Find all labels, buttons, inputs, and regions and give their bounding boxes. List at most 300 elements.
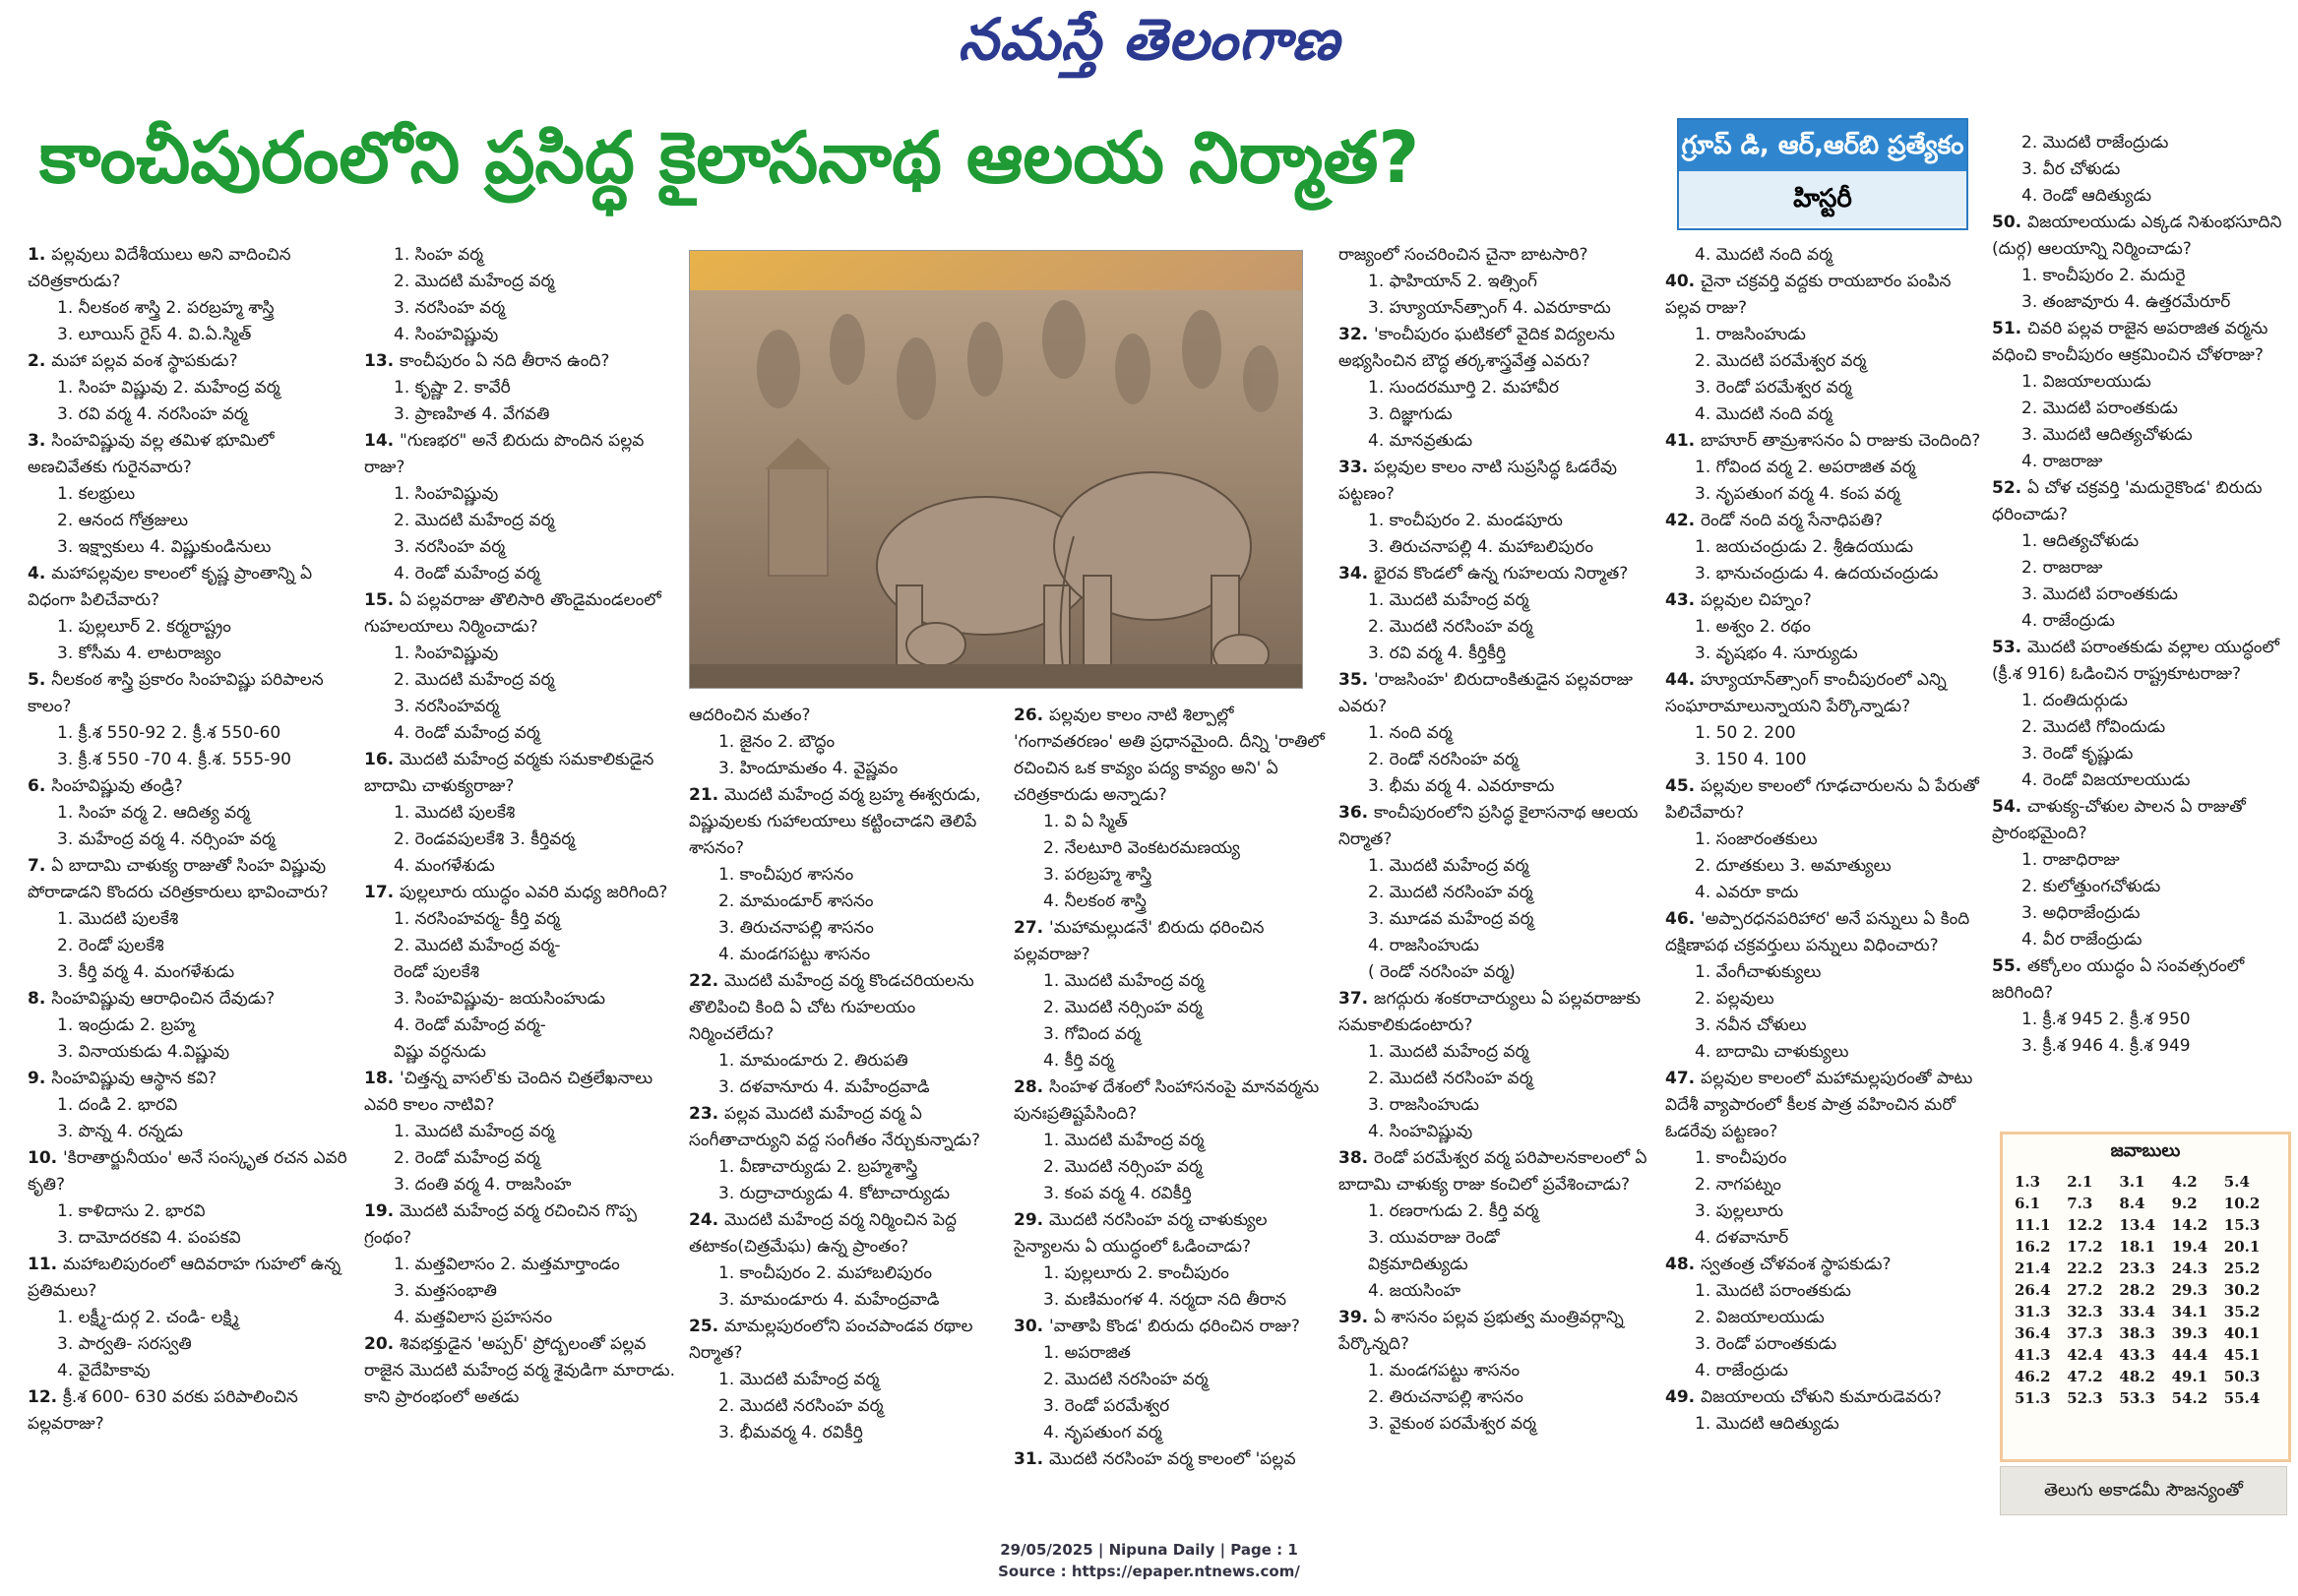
- question-text: [1014, 703, 1329, 809]
- answer-cell: 25.2: [2223, 1259, 2261, 1277]
- answer-option: 1. మండగపట్టు శాసనం: [1368, 1361, 1521, 1381]
- question-number: 13.: [364, 351, 401, 371]
- answer-option: 2. మొదటి రాజేంద్రుడు: [2021, 133, 2169, 153]
- question-text: [1665, 906, 1988, 959]
- answer-option: 3. రాజసింహుడు: [1368, 1095, 1479, 1115]
- question-number: 12.: [28, 1387, 64, 1407]
- answer-option: 4. మత్తవిలాస ప్రహసనం: [394, 1308, 553, 1327]
- answer-option: 4. వీర రాజేంద్రుడు: [2021, 930, 2143, 950]
- question-item: [689, 1207, 1002, 1314]
- answer-cell: 4.2: [2171, 1173, 2198, 1191]
- question-number: 6.: [28, 776, 52, 796]
- question-item: [689, 1101, 1002, 1207]
- answer-option: 4. జయసింహ: [1368, 1281, 1461, 1301]
- answer-option: 3. రెండో పరాంతకుడు: [1695, 1334, 1837, 1354]
- question-item: [1665, 587, 1988, 667]
- answer-option: 3. రవి వర్మ 4. కీర్తికీర్తి: [1368, 644, 1507, 663]
- question-number: 38.: [1338, 1148, 1375, 1168]
- answer-cell: 3.1: [2119, 1173, 2145, 1191]
- temple-relief-photo: [689, 250, 1303, 689]
- question-text: [28, 1145, 352, 1198]
- answer-option: 3. హిందూమతం 4. వైష్ణవం: [718, 759, 899, 778]
- answer-cell: 45.1: [2223, 1346, 2261, 1364]
- answer-option: 3. రుద్రాచార్యుడు 4. కోటాచార్యుడు: [718, 1184, 951, 1203]
- question-number: 42.: [1665, 511, 1702, 530]
- answer-cell: 39.3: [2171, 1324, 2208, 1342]
- question-item: [28, 428, 352, 561]
- answer-option: 2. మామండూర్ శాసనం: [718, 891, 874, 911]
- question-text: [1665, 667, 1988, 720]
- question-body: మొదటి నరసింహ వర్మ కాలంలో 'పల్లవ: [1049, 1449, 1296, 1469]
- answer-cell: 44.4: [2171, 1346, 2208, 1364]
- question-item: [364, 1066, 679, 1198]
- question-body: "గుణభర" అనే బిరుదు పొందిన పల్లవ రాజు?: [364, 431, 645, 477]
- answer-option: 3. మొదటి పరాంతకుడు: [2021, 584, 2178, 604]
- answer-cell: 6.1: [2015, 1195, 2041, 1212]
- answer-option: 1. కాంచీపురం 2. మహాబలిపురం: [718, 1263, 932, 1283]
- answer-option: 1. పుల్లలూరు 2. కాంచీపురం: [1043, 1263, 1229, 1283]
- answer-cell: 1.3: [2015, 1173, 2041, 1191]
- answer-cell: 8.4: [2119, 1195, 2145, 1212]
- answer-option: 3. రెండో కృష్ణుడు: [2021, 744, 2134, 764]
- question-number: 22.: [689, 971, 725, 991]
- question-body: చివరి పల్లవ రాజైన అపరాజిత వర్మను వధించి కాంచీపురం ఆక్రమించిన చోళరాజు?: [1992, 319, 2268, 365]
- question-text: [364, 587, 679, 641]
- answer-option: 3. కోసీమ 4. లాటరాజ్యం: [57, 644, 221, 663]
- answer-option: 1. మత్తవిలాసం 2. మత్తమార్తాండం: [394, 1255, 620, 1274]
- question-body: చైనా చక్రవర్తి వద్దకు రాయబారం పంపిన పల్లవ రాజు?: [1665, 272, 1952, 318]
- question-number: 33.: [1338, 458, 1375, 477]
- question-number: 55.: [1992, 956, 2028, 976]
- answer-option: 4. ఎవరూ కాదు: [1695, 883, 1799, 902]
- question-number: 47.: [1665, 1069, 1702, 1088]
- question-body: జగద్గురు శంకరాచార్యులు ఏ పల్లవరాజుకు సమకాలికుడంటారు?: [1338, 989, 1642, 1035]
- answer-option: 2. మొదటి నరసింహ వర్మ: [718, 1396, 884, 1416]
- question-number: 31.: [1014, 1449, 1050, 1469]
- question-body: పల్లవుల చిహ్నం?: [1701, 590, 1812, 610]
- question-body: సింహవిష్ణువు వల్ల తమిళ భూమిలో అణచివేతకు గురైనవారు?: [28, 431, 275, 477]
- answer-option: 1. లక్ష్మీ-దుర్గ 2. చండి- లక్ష్మి: [57, 1308, 239, 1327]
- answer-option: 1. జైనం 2. బౌద్ధం: [718, 732, 836, 752]
- answer-option: 2. మొదటి మహేంద్ర వర్మ: [394, 511, 555, 530]
- answer-option: 3. పరబ్రహ్మ శాస్త్రి: [1043, 865, 1152, 885]
- question-number: 50.: [1992, 213, 2028, 232]
- answer-cell: 26.4: [2015, 1281, 2051, 1299]
- answer-option: 3. మణిమంగళ 4. నర్మదా నది తీరాన: [1043, 1290, 1287, 1310]
- answer-option: 1. సింహ వర్మ 2. ఆదిత్య వర్మ: [57, 803, 250, 823]
- answer-option: 1. మొదటి పులకేశి: [57, 909, 179, 929]
- answer-option: 2. తిరుచనాపల్లి శాసనం: [1368, 1387, 1523, 1407]
- question-body: మొదటి మహేంద్ర వర్మ నిర్మించిన పెద్ద తటాకం(చిత్రమేఘ) ఉన్న ప్రాంతం?: [689, 1210, 958, 1257]
- question-text: [28, 1252, 352, 1305]
- answer-option: 2. మొదటి నర్సింహ వర్మ: [1043, 998, 1203, 1017]
- answer-option: 2. రెండవపులకేశి 3. కీర్తివర్మ: [394, 829, 576, 849]
- questions-column-1: [28, 242, 352, 1438]
- answer-cell: 43.3: [2119, 1346, 2155, 1364]
- question-body: సింహవిష్ణువు ఆస్థాన కవి?: [51, 1069, 217, 1088]
- question-number: 51.: [1992, 319, 2028, 338]
- question-item: [1014, 703, 1329, 915]
- answer-option: 2. మొదటి పరాంతకుడు: [2021, 399, 2178, 418]
- answer-option: 4. వైదేహికావు: [57, 1361, 151, 1381]
- question-item: [1665, 1384, 1988, 1438]
- question-body: మహాబలిపురంలో ఆదివరాహ గుహలో ఉన్న ప్రతిమలు?: [28, 1255, 342, 1301]
- question-text: [689, 1314, 1002, 1367]
- footer-date-line: 29/05/2025 | Nipuna Daily | Page : 1: [1000, 1541, 1298, 1559]
- question-item: [1338, 1305, 1658, 1438]
- question-item: [1338, 242, 1658, 322]
- question-text: [1665, 428, 1988, 455]
- answer-option: 4. మానవ్రతుడు: [1368, 431, 1473, 451]
- answer-cell: 18.1: [2119, 1238, 2155, 1256]
- answer-option: 2. మొదటి మహేంద్ర వర్మ-: [394, 936, 561, 955]
- answer-option: 1. సింహవిష్ణువు: [394, 644, 499, 663]
- question-text: [1014, 1074, 1329, 1128]
- question-body: 'మహామల్లుడనే' బిరుదు ధరించిన పల్లవరాజు?: [1014, 918, 1265, 964]
- question-number: 3.: [28, 431, 52, 451]
- answer-option: 1. ఇంద్రుడు 2. బ్రహ్మ: [57, 1015, 195, 1035]
- question-item: [28, 773, 352, 853]
- question-item: [1338, 561, 1658, 667]
- answer-option: 1. సింహ విష్ణువు 2. మహేంద్ర వర్మ: [57, 378, 280, 398]
- question-text: [1665, 269, 1988, 322]
- question-text: [1014, 915, 1329, 968]
- question-body: పల్లవుల కాలంలో గూఢచారులను ఏ పేరుతో పిలిచేవారు?: [1665, 776, 1979, 823]
- question-item: [1014, 1207, 1329, 1314]
- question-item: [1992, 130, 2287, 210]
- answer-option: 3. తిరుచనాపల్లి 4. మహాబలిపురం: [1368, 537, 1593, 557]
- answer-option: 1. మొదటి ఆదిత్యుడు: [1695, 1414, 1839, 1434]
- questions-column-2: [364, 242, 679, 1411]
- answer-option: 3. క్రీ.శ 550 -70 4. క్రీ.శ. 555-90: [57, 750, 291, 769]
- answer-option: 3. మామండూరు 4. మహేంద్రవాడి: [718, 1290, 940, 1310]
- relief-illustration: [690, 251, 1302, 688]
- question-number: 53.: [1992, 638, 2028, 657]
- question-body: రెండో పరమేశ్వర వర్మ పరిపాలనకాలంలో ఏ బాదామి చాళుక్య రాజు కంచిలో ప్రవేశించాడు?: [1338, 1148, 1647, 1195]
- question-text: [364, 428, 679, 481]
- question-number: 26.: [1014, 706, 1050, 725]
- question-item: [1665, 667, 1988, 773]
- question-number: 4.: [28, 564, 52, 583]
- question-text: [28, 853, 352, 906]
- answer-option: 3. పార్వతి- సరస్వతి: [57, 1334, 192, 1354]
- question-item: [1665, 1252, 1988, 1384]
- question-body: బాహూర్ తామ్రశాసనం ఏ రాజుకు చెందింది?: [1701, 431, 1981, 451]
- answer-option: 3. 150 4. 100: [1695, 750, 1807, 769]
- question-item: [1338, 322, 1658, 455]
- question-text: [1338, 455, 1658, 508]
- answer-option: 1. మొదటి మహేంద్ర వర్మ: [394, 1122, 555, 1141]
- answer-option: 3. లూయిస్ రైస్ 4. వి.ఏ.స్మిత్: [57, 325, 252, 344]
- answer-option: 3. నృపతుంగ వర్మ 4. కంప వర్మ: [1695, 484, 1900, 504]
- question-text: [689, 968, 1002, 1048]
- answer-option: 3. రవి వర్మ 4. నరసింహ వర్మ: [57, 404, 248, 424]
- answer-option: 1. మొదటి పరాంతకుడు: [1695, 1281, 1851, 1301]
- answer-option: 1. మొదటి మహేంద్ర వర్మ: [718, 1370, 880, 1389]
- answer-option: 1. ఫాహియాన్ 2. ఇత్సింగ్: [1368, 272, 1537, 291]
- question-item: [28, 242, 352, 348]
- answer-option: 3. గోవింద వర్మ: [1043, 1024, 1141, 1044]
- answer-option: 2. మొదటి పరమేశ్వర వర్మ: [1695, 351, 1867, 371]
- question-number: 10.: [28, 1148, 64, 1168]
- question-text: [1014, 1314, 1329, 1340]
- question-text: [1665, 587, 1988, 614]
- questions-column-6: [1665, 242, 1988, 1438]
- question-text: [28, 561, 352, 614]
- answer-option: 2. మొదటి నరసింహ వర్మ: [1368, 1069, 1533, 1088]
- answer-option: 1. అశ్వం 2. రథం: [1695, 617, 1811, 637]
- question-text: [28, 986, 352, 1013]
- answer-option: 3. అధిరాజేంద్రుడు: [2021, 903, 2141, 923]
- question-text: [1338, 667, 1658, 720]
- answer-option: 2. మొదటి గోవిందుడు: [2021, 717, 2166, 737]
- question-item: [28, 1066, 352, 1145]
- question-item: [1338, 1145, 1658, 1305]
- question-text: [1338, 1145, 1658, 1198]
- answer-option: 1. నీలకంఠ శాస్త్రి 2. పరబ్రహ్మ శాస్త్రి: [57, 298, 275, 318]
- questions-column-7: [1992, 130, 2287, 1060]
- question-item: [1665, 1066, 1988, 1252]
- question-text: [364, 747, 679, 800]
- answer-cell: 13.4: [2119, 1216, 2155, 1234]
- question-number: 9.: [28, 1069, 52, 1088]
- question-item: [364, 747, 679, 880]
- footer-source-link[interactable]: Source : https://epaper.ntnews.com/: [998, 1563, 1300, 1580]
- question-item: [1665, 773, 1988, 906]
- question-text: [1665, 508, 1988, 534]
- question-text: [1338, 242, 1658, 269]
- question-body: 'కాంచీపురం ఘటికలో వైదిక విద్యలను అభ్యసించిన బౌద్ధ తర్కశాస్త్రవేత్త ఎవరు?: [1338, 325, 1615, 371]
- answer-option: 4. రాజరాజు: [2021, 452, 2103, 471]
- answer-option: 1. మొదటి మహేంద్ర వర్మ: [1043, 971, 1205, 991]
- question-body: సింహళ దేశంలో సింహాసనంపై మానవర్మను పునఃప్రతిష్టపేసింది?: [1014, 1077, 1320, 1124]
- question-text: [1992, 635, 2287, 688]
- question-number: 40.: [1665, 272, 1702, 291]
- question-text: [1338, 561, 1658, 587]
- answer-option: 3. నవీన చోళులు: [1695, 1015, 1807, 1035]
- question-text: [689, 703, 1002, 729]
- answer-option: 1. ఆదిత్యచోళుడు: [2021, 531, 2140, 551]
- question-item: [28, 348, 352, 428]
- answer-option: 3. భీమవర్మ 4. రవికీర్తి: [718, 1423, 863, 1443]
- question-item: [28, 667, 352, 773]
- question-text: [689, 1101, 1002, 1154]
- answer-option: 1. కలభ్రులు: [57, 484, 136, 504]
- answer-cell: 28.2: [2119, 1281, 2155, 1299]
- question-text: [1338, 800, 1658, 853]
- answer-option: 3. మొదటి ఆదిత్యచోళుడు: [2021, 425, 2193, 445]
- answer-option: 3. భానుచంద్రుడు 4. ఉదయచంద్రుడు: [1695, 564, 1939, 583]
- answer-option: 3. వీర చోళుడు: [2021, 159, 2121, 179]
- answer-cell: 17.2: [2067, 1238, 2103, 1256]
- answer-option: 1. సింహవిష్ణువు: [394, 484, 499, 504]
- question-item: [1338, 986, 1658, 1145]
- question-item: [364, 1198, 679, 1331]
- answer-option: 3. వైకుంఠ పరమేశ్వర వర్మ: [1368, 1414, 1536, 1434]
- answer-cell: 29.3: [2171, 1281, 2208, 1299]
- questions-column-5: [1338, 242, 1658, 1438]
- answer-key-box: [2000, 1132, 2291, 1462]
- answer-option: 2. రాజరాజు: [2021, 558, 2103, 578]
- questions-column-4: [1014, 703, 1329, 1473]
- answer-option: 3. రెండో పరమేశ్వర: [1043, 1396, 1170, 1416]
- question-item: [1992, 794, 2287, 953]
- answer-option: 3. దంతి వర్మ 4. రాజసింహ: [394, 1175, 572, 1195]
- question-body: మామల్లపురంలోని పంచపాండవ రథాల నిర్మాత?: [689, 1317, 973, 1363]
- question-text: [1338, 986, 1658, 1039]
- answer-cell: 38.3: [2119, 1324, 2155, 1342]
- answer-option: 4. సింహవిష్ణువు: [394, 325, 499, 344]
- question-text: [1992, 316, 2287, 369]
- question-item: [1665, 508, 1988, 587]
- answer-option: 1. రణరాగుడు 2. కీర్తి వర్మ: [1368, 1201, 1539, 1221]
- question-item: [689, 703, 1002, 782]
- answer-option: 1. మొదటి మహేంద్ర వర్మ: [1368, 590, 1529, 610]
- answer-cell: 46.2: [2015, 1368, 2051, 1385]
- question-number: 43.: [1665, 590, 1702, 610]
- answer-option: 3. దిజ్ఞాగుడు: [1368, 404, 1453, 424]
- question-text: [1992, 475, 2287, 528]
- answer-option: 1. మొదటి మహేంద్ర వర్మ: [1368, 856, 1529, 876]
- question-body: మొదటి మహేంద్ర వర్మకు సమకాలికుడైన బాదామి చాళుక్యరాజు?: [364, 750, 654, 796]
- question-number: 30.: [1014, 1317, 1050, 1336]
- question-item: [1014, 1314, 1329, 1446]
- answer-cell: 9.2: [2171, 1195, 2198, 1212]
- question-body: క్రీ.శ 600- 630 వరకు పరిపాలించిన పల్లవరాజు?: [28, 1387, 298, 1434]
- question-body: 'కిరాతార్జునీయం' అనే సంస్కృత రచన ఎవరి కృతి?: [28, 1148, 347, 1195]
- answer-cell: 20.1: [2223, 1238, 2261, 1256]
- question-text: [1665, 1066, 1988, 1145]
- question-text: [1992, 794, 2287, 847]
- question-body: ఏ శాసనం పల్లవ ప్రభుత్వ మంత్రివర్గాన్ని పేర్కొన్నది?: [1338, 1308, 1624, 1354]
- question-item: [1992, 635, 2287, 794]
- question-body: మొదటి మహేంద్ర వర్మ కొండచరియలను తొలిపించి కింది ఏ చోట గుహలయం నిర్మించలేదు?: [689, 971, 974, 1044]
- answer-cell: 47.2: [2067, 1368, 2103, 1385]
- question-text: [364, 1066, 679, 1119]
- question-number: 27.: [1014, 918, 1050, 938]
- answer-option: 4. రాజసింహుడు: [1368, 936, 1479, 955]
- answer-cell: 40.1: [2223, 1324, 2261, 1342]
- question-body: పల్లవుల కాలం నాటి శిల్పాల్లో 'గంగావతరణం' అతి ప్రధానమైంది. దీన్ని 'రాతిలో రచించిన ఒక కావ్యం పద్య కావ్యం అని' ఏ చరిత్రకారుడు అన్నాడు?: [1014, 706, 1325, 805]
- answer-option: 1. క్రీ.శ 550-92 2. క్రీ.శ 550-60: [57, 723, 281, 743]
- question-number: 39.: [1338, 1308, 1375, 1327]
- question-body: మహా పల్లవ వంశ స్థాపకుడు?: [51, 351, 238, 371]
- question-text: [1014, 1207, 1329, 1260]
- question-body: కాంచీపురం ఏ నది తీరాన ఉంది?: [400, 351, 610, 371]
- answer-option: 3. వినాయకుడు 4.విష్ణువు: [57, 1042, 230, 1062]
- question-item: [28, 561, 352, 667]
- answer-cell: 5.4: [2223, 1173, 2250, 1191]
- question-number: 5.: [28, 670, 52, 690]
- question-number: 7.: [28, 856, 52, 876]
- answer-option: 1. సంజారంతకులు: [1695, 829, 1818, 849]
- question-text: [1665, 773, 1988, 827]
- answer-cell: 34.1: [2171, 1303, 2208, 1320]
- question-item: [1992, 210, 2287, 316]
- answer-option: 2. మొదటి నరసింహ వర్మ: [1043, 1370, 1209, 1389]
- question-text: [1014, 1446, 1329, 1473]
- question-item: [1665, 269, 1988, 428]
- answer-option: 3. కంప వర్మ 4. రవికీర్తి: [1043, 1184, 1192, 1203]
- answer-option: 1. రాజాధిరాజు: [2021, 850, 2120, 870]
- answer-cell: 36.4: [2015, 1324, 2051, 1342]
- answer-option: 1. నరసింహవర్మ- కీర్తి వర్మ: [394, 909, 561, 929]
- answer-option: 3. రెండో పరమేశ్వర వర్మ: [1695, 378, 1852, 398]
- question-item: [28, 1145, 352, 1252]
- answer-option: 4. రెండో విజయాలయుడు: [2021, 770, 2191, 790]
- answer-cell: 11.1: [2015, 1216, 2051, 1234]
- question-body: కాంచీపురంలోని ప్రసిద్ధ కైలాసనాథ ఆలయ నిర్మాత?: [1338, 803, 1639, 849]
- question-number: 11.: [28, 1255, 64, 1274]
- question-number: 44.: [1665, 670, 1702, 690]
- question-number: 1.: [28, 245, 52, 265]
- answer-cell: 2.1: [2067, 1173, 2093, 1191]
- question-item: [28, 1252, 352, 1384]
- question-body: 'అప్పారధనపరిహార' అనే పన్నులు ఏ కింది దక్షిణాపథ చక్రవర్తులు పన్నులు విధించారు?: [1665, 909, 1970, 955]
- answer-cell: 21.4: [2015, 1259, 2051, 1277]
- question-number: 35.: [1338, 670, 1375, 690]
- question-body: హ్యూయాన్‌త్సాంగ్ కాంచీపురంలో ఎన్ని సంఘారామాలున్నాయని పేర్కొన్నాడు?: [1665, 670, 1947, 716]
- answer-option: 1. కాంచీపుర శాసనం: [718, 865, 854, 885]
- question-number: 20.: [364, 1334, 401, 1354]
- question-number: 16.: [364, 750, 401, 769]
- question-number: 14.: [364, 431, 401, 451]
- question-number: 32.: [1338, 325, 1375, 344]
- question-body: మహాపల్లవుల కాలంలో కృష్ణ ప్రాంతాన్ని ఏ విధంగా పిలిచేవారు?: [28, 564, 313, 610]
- answer-cell: 32.3: [2067, 1303, 2103, 1320]
- question-number: 15.: [364, 590, 401, 610]
- question-number: 19.: [364, 1201, 401, 1221]
- question-body: భైరవ కొండలో ఉన్న గుహలయ నిర్మాత?: [1374, 564, 1629, 583]
- answer-option: 1. గోవింద వర్మ 2. అపరాజిత వర్మ: [1695, 458, 1916, 477]
- question-body: మొదటి నరసింహ వర్మ చాళుక్యుల సైన్యాలను ఏ యుద్ధంలో ఓడించాడు?: [1014, 1210, 1268, 1257]
- answer-option: 4. మంగళేశుడు: [394, 856, 495, 876]
- answer-option: 4. నీలకంఠ శాస్త్రి: [1043, 891, 1147, 911]
- question-number: 8.: [28, 989, 52, 1009]
- answer-option: 3. కీర్తి వర్మ 4. మంగళేశుడు: [57, 962, 235, 982]
- answer-option: 4. కీర్తి వర్మ: [1043, 1051, 1114, 1071]
- answer-option: 4. రాజేంద్రుడు: [1695, 1361, 1788, 1381]
- answer-option: 2. నేలటూరి వెంకటరమణయ్య: [1043, 838, 1240, 858]
- question-body: సింహవిష్ణువు తండ్రి?: [51, 776, 183, 796]
- answer-option: 2. పల్లవులు: [1695, 989, 1774, 1009]
- question-item: [364, 880, 679, 1066]
- answer-option: 1. సింహ వర్మ: [394, 245, 484, 265]
- question-number: 41.: [1665, 431, 1702, 451]
- answer-option: 2. కులోత్తుంగచోళుడు: [2021, 877, 2161, 896]
- answer-option: 1. కాళిదాసు 2. భారవి: [57, 1201, 206, 1221]
- question-number: 25.: [689, 1317, 725, 1336]
- answer-option: 3. మత్తసంభాతి: [394, 1281, 497, 1301]
- question-body: పల్లవుల కాలంలో మహామల్లపురంతో పాటు విదేశీ వ్యాపారంలో కీలక పాత్ర వహించిన మరో ఓడరేవు పట్టణం?: [1665, 1069, 1973, 1141]
- answer-cell: 7.3: [2067, 1195, 2093, 1212]
- question-text: [28, 348, 352, 375]
- question-body: ఆదరించిన మతం?: [689, 706, 811, 725]
- question-number: 2.: [28, 351, 52, 371]
- question-text: [28, 1066, 352, 1092]
- question-text: [1665, 1384, 1988, 1411]
- answer-option: 1. నంది వర్మ: [1368, 723, 1453, 743]
- question-body: చాళుక్య-చోళుల పాలన ఏ రాజుతో ప్రారంభమైంది?: [1992, 797, 2246, 843]
- answer-option: 3. క్రీ.శ 946 4. క్రీ.శ 949: [2021, 1036, 2191, 1056]
- question-number: 49.: [1665, 1387, 1702, 1407]
- answer-cell: 48.2: [2119, 1368, 2155, 1385]
- question-item: [28, 1384, 352, 1438]
- answer-option: 1. విజయాలయుడు: [2021, 372, 2151, 392]
- answer-option: 4. రెండో మహేంద్ర వర్మ: [394, 723, 540, 743]
- question-text: [28, 242, 352, 295]
- question-number: 45.: [1665, 776, 1702, 796]
